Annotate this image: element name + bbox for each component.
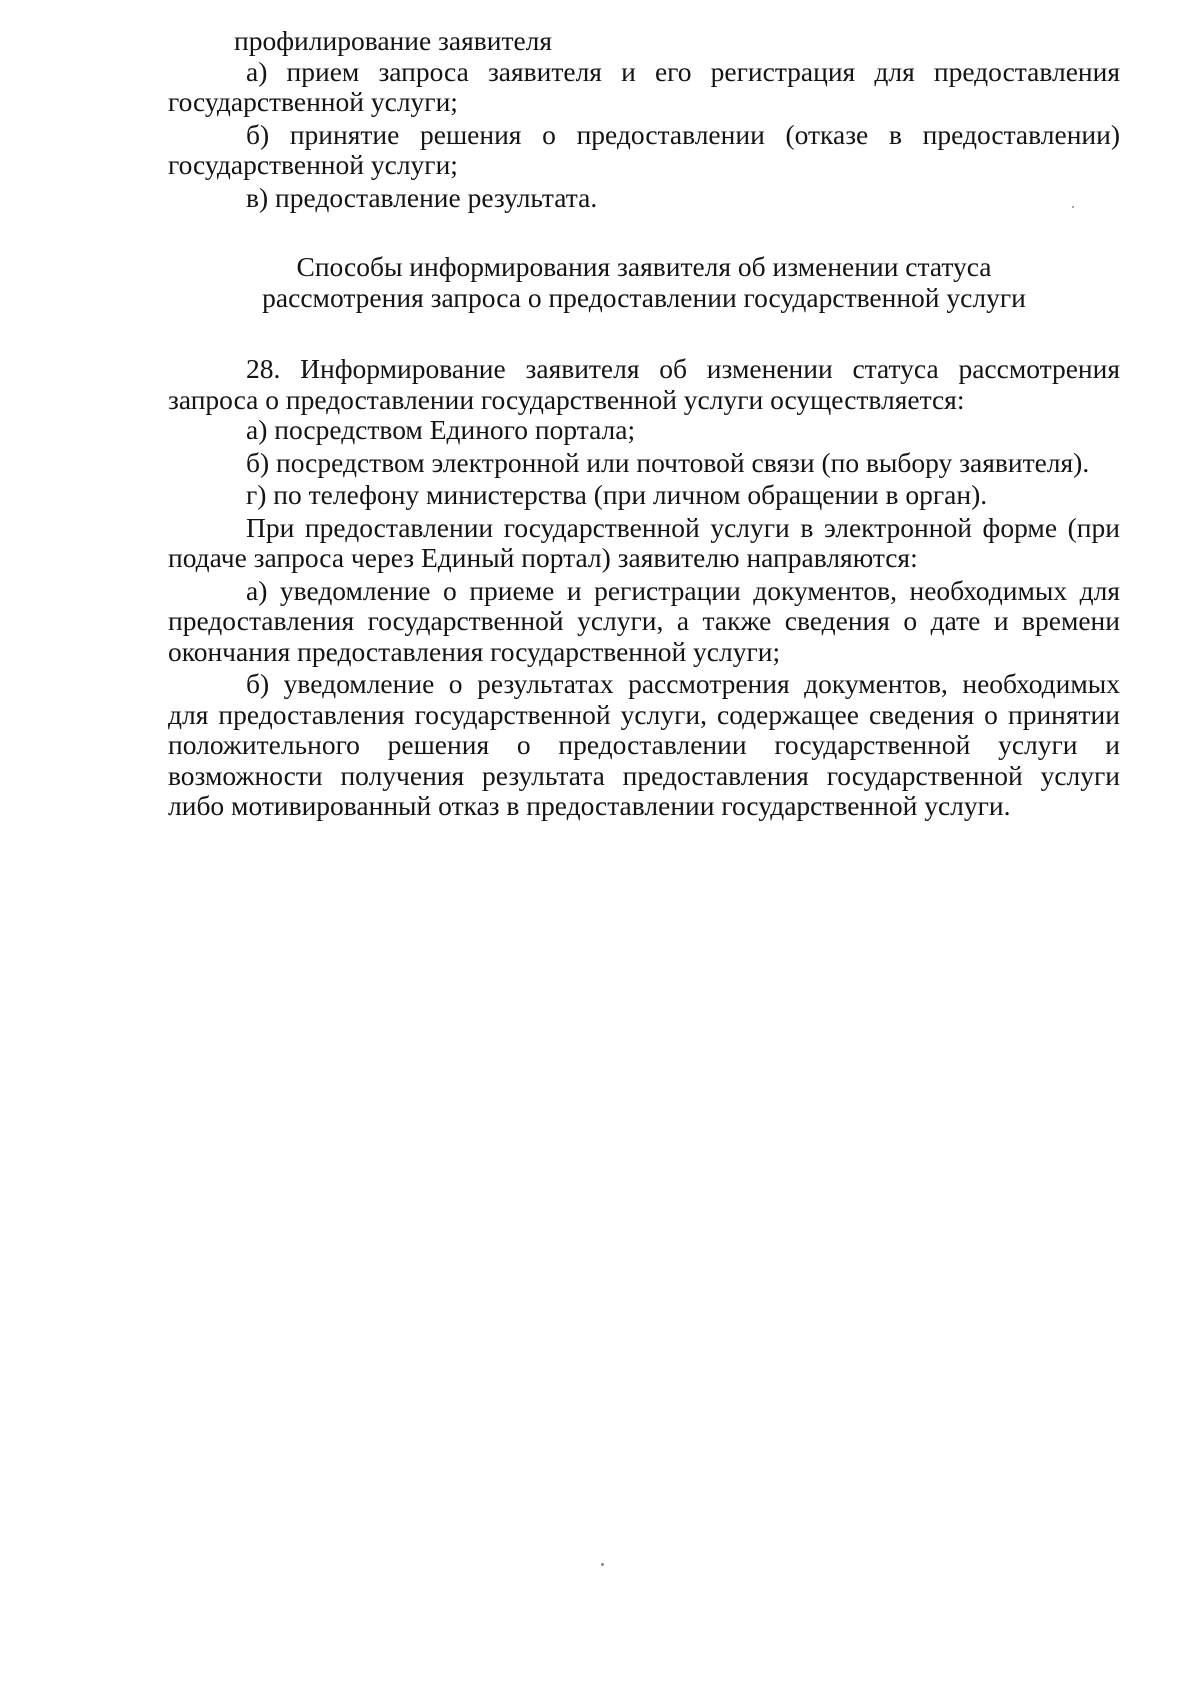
scan-speck: [1072, 206, 1074, 208]
section-28: [168, 354, 1120, 822]
stages-list: [168, 26, 1120, 213]
way-item-b: б) посредством электронной или почтовой связи (по выбору заявителя).: [246, 446, 1090, 478]
notification-item-a: а) уведомление о приеме и регистрации документов, необходимых для предоставления государственной услуги, а также сведения о дате и времени окончания предоставления государственной услуги;: [168, 574, 1120, 667]
stage-item-a: а) прием запроса заявителя и его регистрация для предоставления государственной услуги;: [168, 55, 1120, 117]
stages-lead: профилирование заявителя: [234, 25, 553, 56]
section-28-intro: 28. Информирование заявителя об изменении статуса рассмотрения запроса о предоставлении государственной услуги осуществляется:: [168, 353, 1120, 415]
stage-item-c: в) предоставление результата.: [246, 181, 598, 213]
section-heading: [168, 252, 1120, 313]
way-item-a: а) посредством Единого портала;: [246, 414, 636, 445]
notification-item-b: б) уведомление о результатах рассмотрения документов, необходимых для предоставления государственной услуги, содержащее сведения о принятии положительного решения о предоставлении государственной услуги и возможности получения результата предоставления государственной услуги либо мотивированный отказ в предоставлении государственной услуги.: [168, 668, 1120, 821]
electronic-intro: При предоставлении государственной услуги в электронной форме (при подаче запроса через Единый портал) заявителю направляются:: [168, 511, 1120, 573]
scan-speck: [601, 1563, 604, 1566]
section-heading-line-1: Способы информирования заявителя об изменении статуса: [296, 251, 992, 282]
way-item-g: г) по телефону министерства (при личном обращении в орган).: [246, 479, 988, 510]
section-heading-line-2: рассмотрения запроса о предоставлении государственной услуги: [262, 281, 1026, 313]
stage-item-b: б) принятие решения о предоставлении (отказе в предоставлении) государственной услуги;: [168, 118, 1120, 180]
